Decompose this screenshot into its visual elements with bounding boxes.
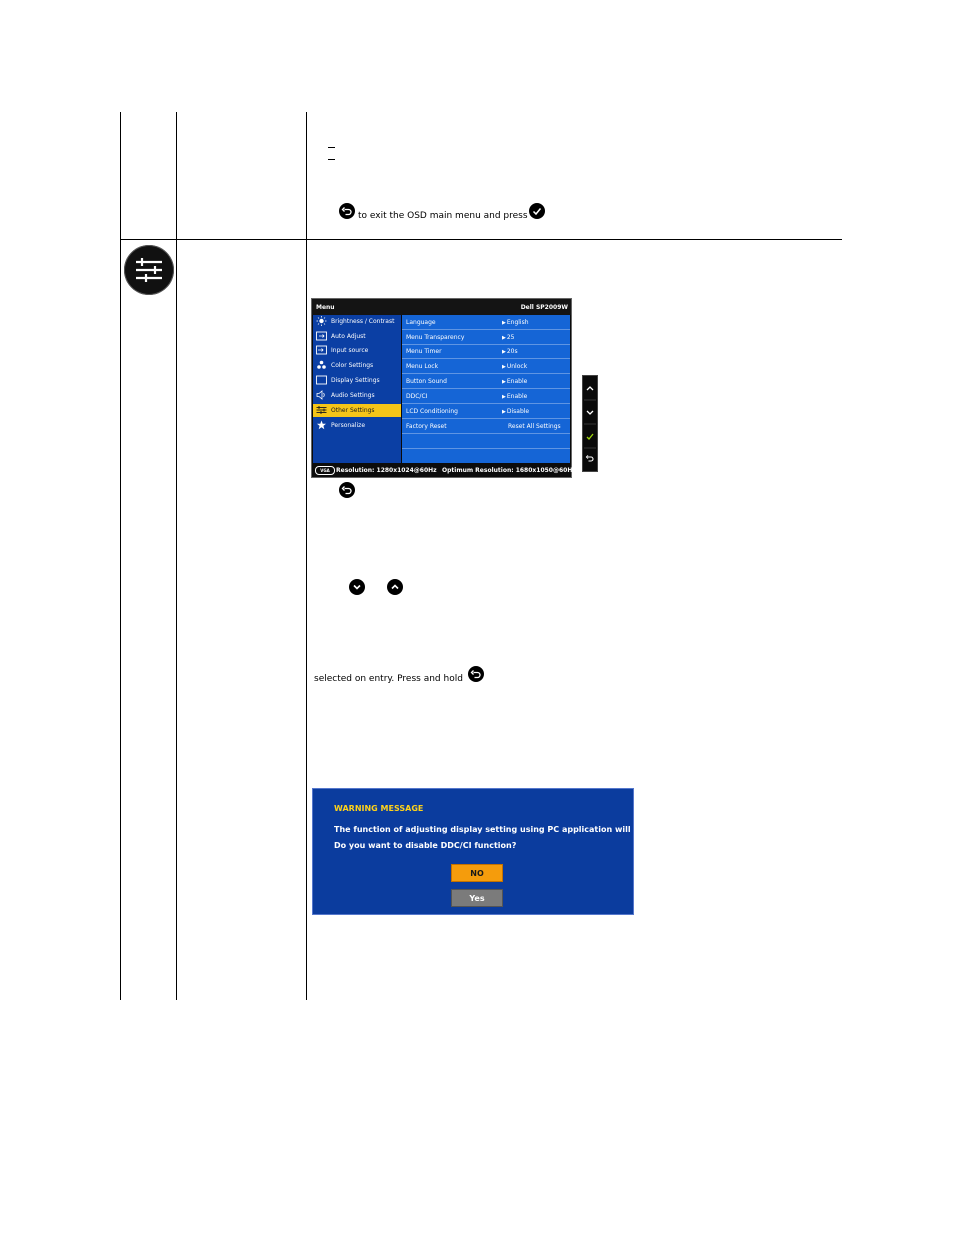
osd-item-display-settings[interactable] xyxy=(313,374,401,387)
table-border-col2 xyxy=(306,112,307,1000)
table-row-divider xyxy=(120,239,842,240)
audio-icon xyxy=(316,390,327,400)
osd-row-ddc-ci[interactable] xyxy=(402,389,570,404)
osd-row-key: Button Sound xyxy=(406,378,447,385)
table-border-left xyxy=(120,112,121,1000)
osd-model: Dell SP2009W xyxy=(520,304,568,311)
star-icon xyxy=(316,420,327,430)
check-icon xyxy=(587,434,593,439)
chevron-down-icon xyxy=(587,411,593,414)
osd-right-panel xyxy=(402,315,570,463)
osd-row-empty xyxy=(402,434,570,449)
check-icon xyxy=(529,203,545,219)
osd-row-value: ▶ English xyxy=(502,319,529,326)
osd-row-key: Factory Reset xyxy=(406,423,447,430)
back-icon xyxy=(339,482,355,498)
chevron-up-icon xyxy=(587,387,593,390)
osd-row-key: DDC/CI xyxy=(406,393,428,400)
display-settings-icon xyxy=(316,375,327,385)
chevron-up-icon xyxy=(387,579,403,595)
osd-row-key: Language xyxy=(406,319,436,326)
osd-item-label: Other Settings xyxy=(331,407,375,414)
back-icon xyxy=(587,456,594,462)
yes-button[interactable]: Yes xyxy=(451,889,503,907)
osd-footer xyxy=(312,463,576,477)
osd-row-menu-lock[interactable] xyxy=(402,359,570,374)
osd-item-other-settings[interactable] xyxy=(313,404,401,417)
osd-item-label: Brightness / Contrast xyxy=(331,318,395,325)
osd-item-label: Audio Settings xyxy=(331,392,375,399)
chevron-down-icon xyxy=(349,579,365,595)
back-icon xyxy=(468,666,484,682)
auto-adjust-icon xyxy=(316,331,327,341)
osd-item-auto-adjust[interactable] xyxy=(313,330,401,343)
exit-instruction-text: to exit the OSD main menu and press xyxy=(358,211,528,221)
osd-row-menu-transparency[interactable] xyxy=(402,330,570,345)
osd-row-factory-reset[interactable] xyxy=(402,419,570,434)
input-source-icon xyxy=(316,345,327,355)
table-border-col1 xyxy=(176,112,177,1000)
osd-item-label: Auto Adjust xyxy=(331,333,366,340)
osd-row-value: ▶ 20s xyxy=(502,348,518,355)
osd-item-input-source[interactable] xyxy=(313,344,401,357)
osd-header xyxy=(312,299,571,315)
osd-row-value: ▶ 25 xyxy=(502,334,515,341)
osd-row-value: Reset All Settings xyxy=(508,423,561,430)
osd-item-label: Display Settings xyxy=(331,377,380,384)
osd-item-personalize[interactable] xyxy=(313,419,401,432)
list-dash xyxy=(328,147,335,148)
vga-logo: VGA xyxy=(315,466,335,475)
warning-dialog xyxy=(312,788,689,915)
osd-row-key: Menu Timer xyxy=(406,348,442,355)
osd-optimum-resolution: Optimum Resolution: 1680x1050@60Hz xyxy=(442,467,576,474)
osd-item-label: Input source xyxy=(331,347,369,354)
warning-message-line2: Do you want to disable DDC/CI function? xyxy=(334,841,517,850)
osd-button-bar xyxy=(582,375,598,472)
osd-row-button-sound[interactable] xyxy=(402,374,570,389)
no-button[interactable]: NO xyxy=(451,864,503,882)
other-settings-icon xyxy=(316,405,327,415)
osd-row-menu-timer[interactable] xyxy=(402,344,570,359)
osd-row-value: ▶ Disable xyxy=(502,408,529,415)
osd-row-key: Menu Transparency xyxy=(406,334,465,341)
osd-menu xyxy=(311,298,576,478)
warning-title: WARNING MESSAGE xyxy=(334,804,424,813)
osd-row-key: LCD Conditioning xyxy=(406,408,458,415)
press-hold-text: selected on entry. Press and hold xyxy=(314,674,463,684)
osd-row-lcd-conditioning[interactable] xyxy=(402,404,570,419)
color-settings-icon xyxy=(316,360,327,370)
other-settings-sliders-icon xyxy=(124,245,174,295)
back-icon xyxy=(339,203,355,219)
osd-row-value: ▶ Enable xyxy=(502,393,527,400)
osd-row-value: ▶ Enable xyxy=(502,378,527,385)
osd-item-label: Color Settings xyxy=(331,362,374,369)
osd-item-color-settings[interactable] xyxy=(313,359,401,372)
osd-title: Menu xyxy=(316,304,335,311)
warning-message-line1: The function of adjusting display setting using PC application will be disabled. xyxy=(334,825,689,834)
osd-item-label: Personalize xyxy=(331,422,366,429)
osd-left-panel xyxy=(313,315,401,463)
osd-item-brightness-contrast[interactable] xyxy=(313,315,401,328)
osd-resolution: Resolution: 1280x1024@60Hz xyxy=(336,467,437,474)
osd-row-value: ▶ Unlock xyxy=(502,363,527,370)
list-dash xyxy=(328,159,335,160)
osd-item-audio-settings[interactable] xyxy=(313,389,401,402)
osd-row-language[interactable] xyxy=(402,315,570,330)
brightness-icon xyxy=(316,316,327,326)
osd-row-key: Menu Lock xyxy=(406,363,439,370)
